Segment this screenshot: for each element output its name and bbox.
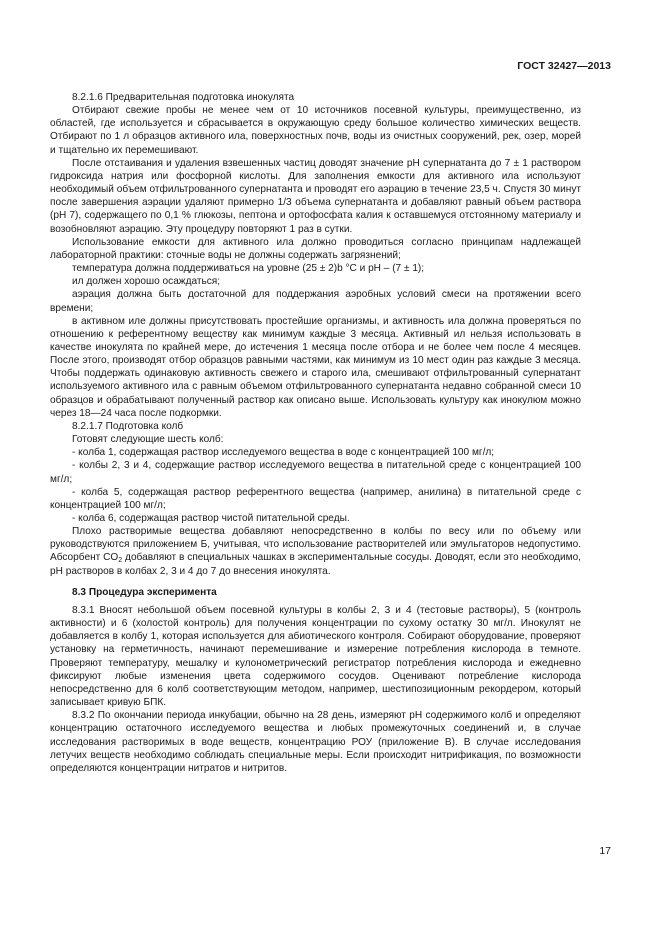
list-item: - колба 1, содержащая раствор исследуемого вещества в воде с концентрацией 100 мг/л; [72, 447, 495, 459]
paragraph: 8.3.2 По окончании периода инкубации, обычно на 28 день, измеряют pH содержимого колб и определяют концентрацию остаточного исследуемого вещества и любых промежуточных соединений и, в случае исследования растворимых в воде веществ, концентрацию РОУ (приложение В). В случае исследования летучих веществ необходимо соблюдать специальные меры. Если происходит нитрификация, по возможности определяются концентрации нитратов и нитритов. [50, 710, 581, 774]
paragraph: 8.3.1 Вносят небольшой объем посевной культуры в колбы 2, 3 и 4 (тестовые растворы), 5 (контроль активности) и 6 (холостой контроль) для получения концентрации по сухому остатку 30 мг/л. Инокулят не добавляется в колбу 1, которая используется для абиотического контроля. Собирают оборудование, проверяют установку на герметичность, начинают перемешивание и измерение потребления кислорода в темноте. Проверяют температуру, мешалку и кулонометрический регистратор потребления кислорода и ежедневно фиксируют любые изменения цвета содержимого сосудов. Оценивают потребление кислорода непосредственно для 6 колб соответствующим методом, например, шестипозиционным рекордером, который записывает кривую БПК. [50, 604, 581, 709]
list-item: - колба 5, содержащая раствор референтного вещества (например, анилина) в питательной среде с концентрацией 100 мг/л; [50, 486, 581, 511]
list-item: - колба 6, содержащая раствор чистой питательной среды. [72, 513, 350, 524]
document-header: ГОСТ 32427—2013 [517, 60, 611, 72]
subscript: 2 [118, 557, 123, 565]
list-item: в активном иле должны присутствовать простейшие организмы, и активность ила должна проверяться по отношению к референтному веществу как минимум каждые 3 месяца. Активный ил нельзя использовать в качестве инокулята по крайней мере, до истечения 1 месяца после отбора и не более чем после 4 месяцев. После этого, производят отбор образцов равными частями, как минимум из 10 мест один раз каждые 3 месяца. Чтобы поддержать одинаковую активность свежего и старого ила, смешивают отфильтрованный супернатант используемого активного ила с равным объемом отфильтрованного супернатанта недавно собранной смеси 10 образцов и обрабатывают полученный раствор как описано выше. Использовать культуру как инокулюм можно через 18—24 часа после подкормки. [50, 315, 581, 419]
list-item: аэрация должна быть достаточной для поддержания аэробных условий смеси на протяжении всего времени; [50, 289, 581, 314]
paragraph: После отстаивания и удаления взвешенных частиц доводят значение pH супернатанта до 7 ± 1 раствором гидроксида натрия или фосфорной кислоты. Для заполнения емкости для активного ила используют необходимый объем отфильтрованного супернатанта и проводят его аэрацию в течение 23,5 ч. Спустя 30 минут после завершения аэрации удаляют примерно 1/3 объема супернатанта и добавляют равный объем раствора (pH 7), содержащего по 0,1 % глюкозы, пептона и ортофосфата калия к оставшемуся отстоянному материалу и возобновляют аэрацию. Эту процедуру повторяют 1 раз в сутки. [50, 157, 581, 235]
text-run: добавляют в специальных чашках в экспериментальные сосуды. Доводят, если это необходимо, pH растворов в колбах 2, 3 и 4 до 7 до внесения инокулята. [50, 552, 581, 577]
paragraph: Использование емкости для активного ила должно проводиться согласно принципам надлежащей лабораторной практики: сточные воды не должны содержать загрязнений; [50, 236, 581, 261]
section-heading-8-2-1-6: 8.2.1.6 Предварительная подготовка инокулята [72, 92, 295, 103]
list-item: температура должна поддерживаться на уровне (25 ± 2)b °C и pH – (7 ± 1); [72, 263, 425, 275]
paragraph: Готовят следующие шесть колб: [72, 434, 224, 446]
list-item: ил должен хорошо осаждаться; [72, 276, 221, 288]
text-run: Плохо растворимые вещества добавляют непосредственно в колбы по весу или по объему или руководствуются приложением Б, учитывая, что использование растворителей или эмульгаторов недопустимо. Абсорбент CO [50, 526, 581, 564]
paragraph: Отбирают свежие пробы не менее чем от 10 источников посевной культуры, преимущественно, из областей, где используется и сбрасывается в окружающую среду большое количество химических веществ. Отбирают по 1 л образцов активного ила, поверхностных почв, воды из очистных сооружений, рек, озер, морей и тщательно их перемешивают. [50, 105, 581, 156]
document-body [50, 91, 581, 775]
page-number: 17 [599, 845, 611, 857]
list-item: - колбы 2, 3 и 4, содержащие раствор исследуемого вещества в питательной среде с концентрацией 100 мг/л; [50, 460, 581, 485]
section-heading-8-3: 8.3 Процедура эксперимента [72, 586, 217, 598]
paragraph [50, 525, 581, 578]
section-heading-8-2-1-7: 8.2.1.7 Подготовка колб [72, 420, 184, 432]
